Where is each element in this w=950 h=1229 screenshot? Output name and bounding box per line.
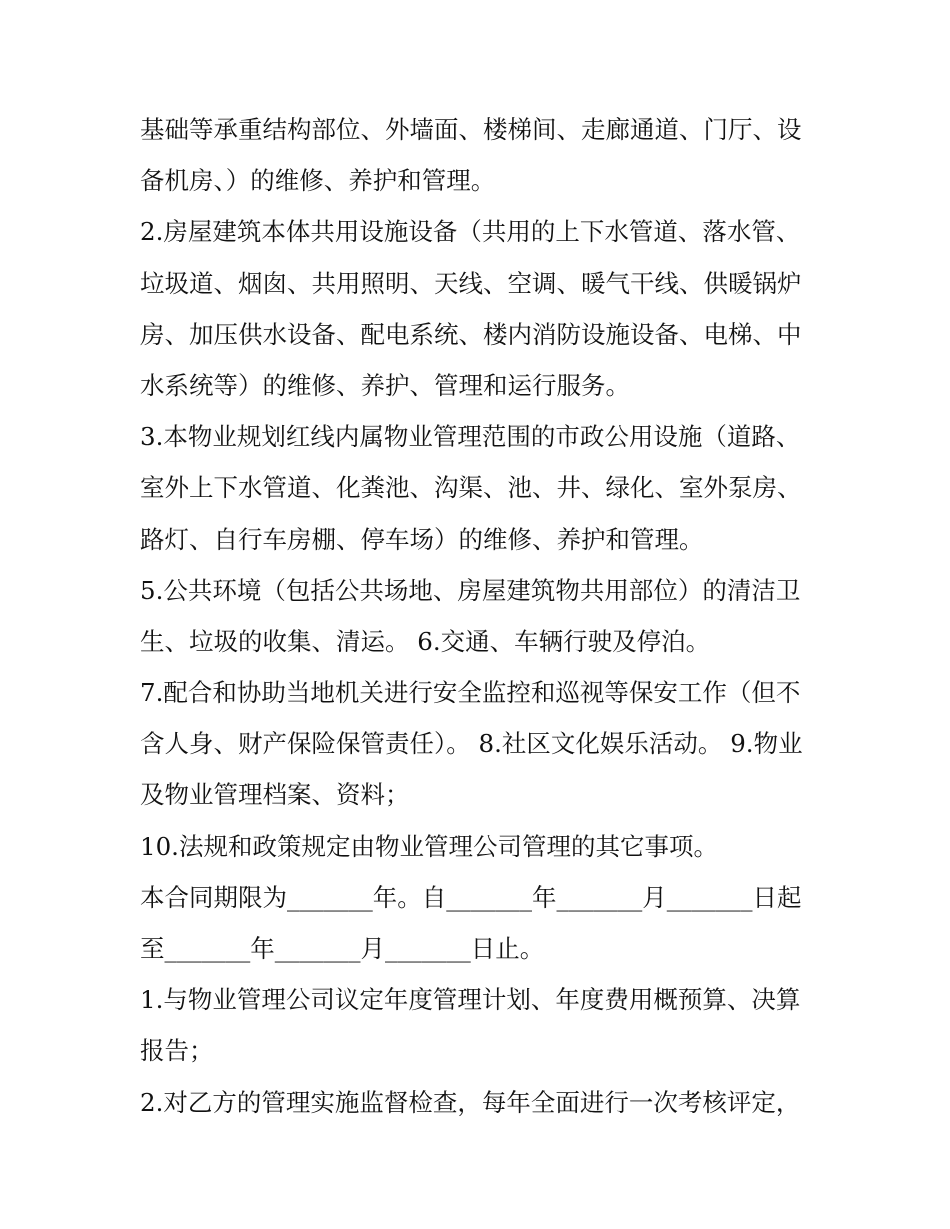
text-line: 7.配合和协助当地机关进行安全监控和巡视等保安工作（但不 (140, 678, 801, 708)
text-line: 备机房、）的维修、养护和管理。 (140, 166, 496, 196)
text-line: 10.法规和政策规定由物业管理公司管理的其它事项。 (140, 831, 718, 861)
text-line: 2.对乙方的管理实施监督检查，每年全面进行一次考核评定， (140, 1087, 801, 1117)
text-line: 垃圾道、烟囱、共用照明、天线、空调、暖气干线、供暖锅炉 (140, 268, 802, 298)
text-line: 1.与物业管理公司议定年度管理计划、年度费用概预算、决算 (140, 985, 801, 1015)
text-line: 报告； (140, 1036, 214, 1066)
text-line: 路灯、自行车房棚、停车场）的维修、养护和管理。 (140, 524, 704, 554)
text-line: 及物业管理档案、资料； (140, 780, 410, 810)
contract-text-body (140, 104, 820, 1128)
text-line: 5.公共环境（包括公共场地、房屋建筑物共用部位）的清洁卫 (140, 575, 801, 605)
text-line: 基础等承重结构部位、外墙面、楼梯间、走廊通道、门厅、设 (140, 115, 802, 144)
text-line: 生、垃圾的收集、清运。 6.交通、车辆行驶及停泊。 (140, 626, 711, 656)
text-line: 本合同期限为_______年。自_______年_______月_______日起 (140, 882, 802, 912)
text-line: 含人身、财产保险保管责任）。 8.社区文化娱乐活动。 9.物业 (140, 729, 803, 759)
text-line: 房、加压供水设备、配电系统、楼内消防设施设备、电梯、中 (140, 319, 802, 349)
text-line: 室外上下水管道、化粪池、沟渠、池、井、绿化、室外泵房、 (140, 473, 802, 503)
text-line: 2.房屋建筑本体共用设施设备（共用的上下水管道、落水管、 (140, 217, 801, 247)
text-line: 至_______年_______月_______日止。 (140, 934, 545, 963)
text-line: 3.本物业规划红线内属物业管理范围的市政公用设施（道路、 (140, 422, 801, 452)
text-line: 水系统等）的维修、养护、管理和运行服务。 (140, 370, 630, 400)
